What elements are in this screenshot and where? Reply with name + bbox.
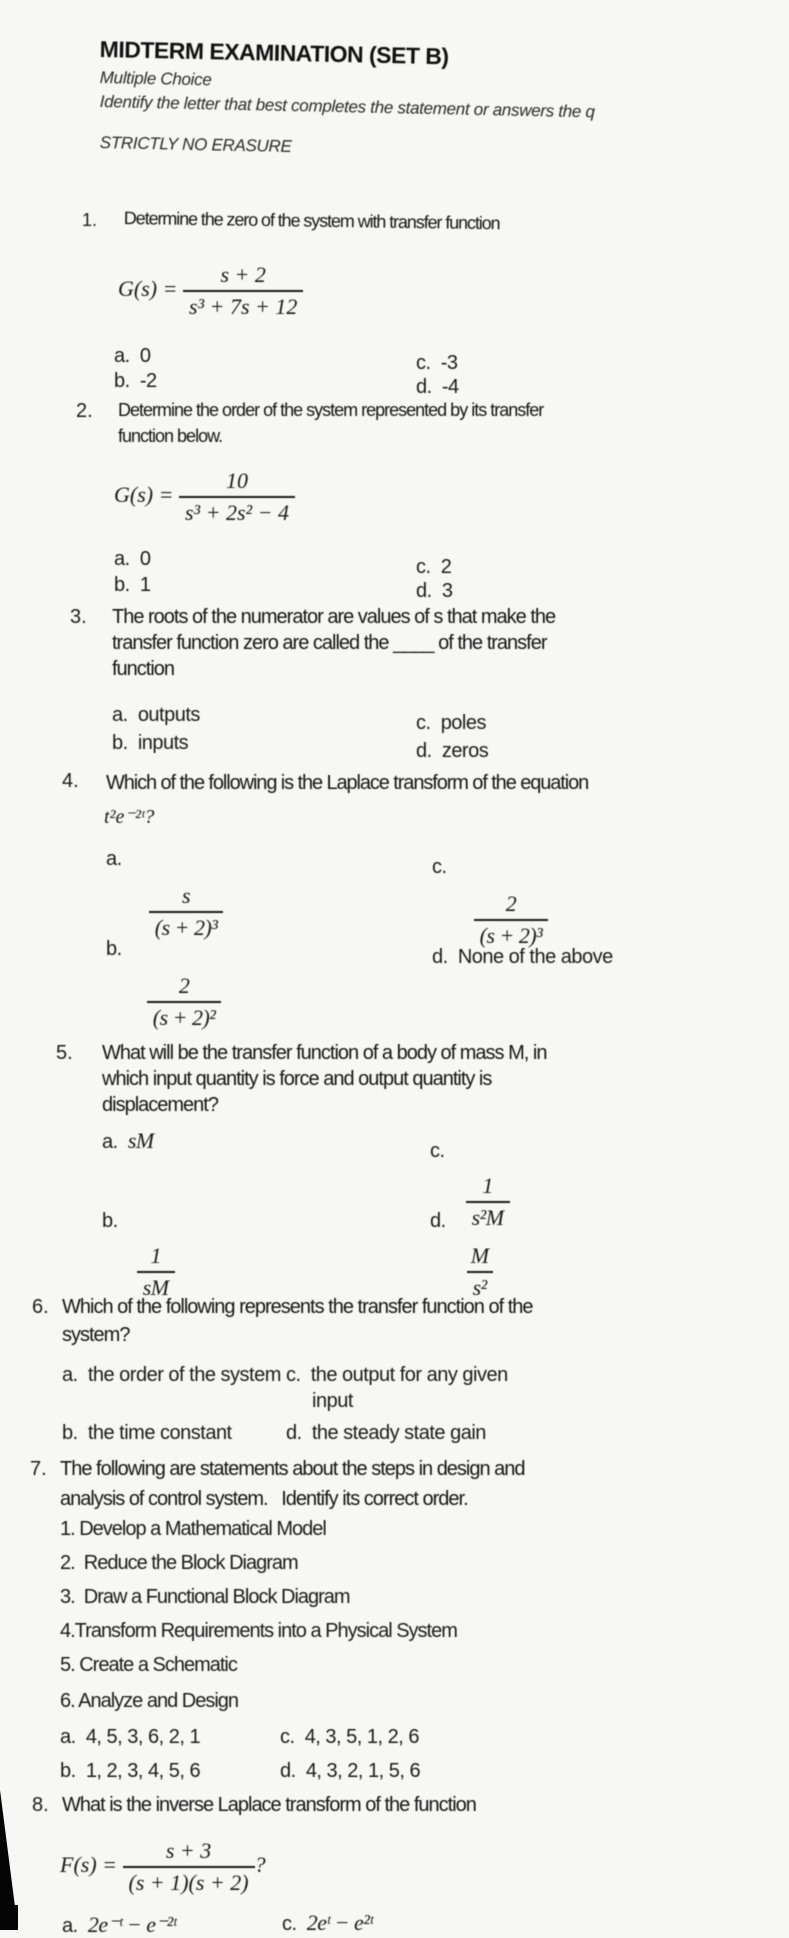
question-6-text-line-2: system? bbox=[62, 1324, 130, 1346]
q8-option-c[interactable] bbox=[282, 1910, 373, 1936]
option-text: 0 bbox=[139, 548, 151, 570]
question-2-text-line-1: Determine the order of the system represented by its transfer bbox=[118, 400, 544, 420]
exam-title: MIDTERM EXAMINATION (SET B) bbox=[99, 36, 449, 70]
option-text: inputs bbox=[137, 732, 189, 754]
equation-numerator: s + 2 bbox=[220, 262, 266, 287]
option-label: a. bbox=[114, 345, 130, 367]
option-text: the order of the system bbox=[87, 1364, 281, 1386]
option-text: 4, 3, 5, 1, 2, 6 bbox=[304, 1726, 419, 1748]
question-8-text: What is the inverse Laplace transform of the function bbox=[62, 1794, 476, 1816]
option-text: outputs bbox=[137, 704, 200, 726]
question-4-number: 4. bbox=[62, 770, 79, 792]
option-label: a. bbox=[102, 1131, 118, 1153]
photo-dark-edge-bottom bbox=[0, 1905, 18, 1928]
equation-lhs: G(s) = bbox=[118, 276, 178, 302]
q7-step-3: 3. Draw a Functional Block Diagram bbox=[60, 1586, 350, 1608]
option-label: a. bbox=[62, 1915, 78, 1937]
q7-option-d[interactable] bbox=[280, 1760, 420, 1783]
equation-numerator: 10 bbox=[225, 468, 248, 493]
q7-step-4: 4.Transform Requirements into a Physical System bbox=[60, 1620, 457, 1642]
option-text: the time constant bbox=[87, 1422, 232, 1444]
option-text: 1 bbox=[139, 574, 151, 596]
q2-option-b[interactable] bbox=[114, 574, 150, 597]
option-label: c. bbox=[416, 556, 431, 578]
option-numerator: s bbox=[182, 883, 191, 908]
question-3-number: 3. bbox=[70, 606, 87, 628]
question-1-number: 1. bbox=[82, 210, 98, 230]
question-6-number: 6. bbox=[32, 1296, 49, 1318]
question-3-text-line-3: function bbox=[112, 658, 175, 680]
option-label: c. bbox=[432, 856, 447, 878]
q3-option-d[interactable] bbox=[416, 740, 488, 763]
option-text: zeros bbox=[441, 740, 489, 762]
equation-suffix: ? bbox=[254, 1852, 266, 1878]
q1-option-a[interactable] bbox=[114, 345, 150, 368]
option-label: b. bbox=[102, 1210, 118, 1232]
option-label: c. bbox=[430, 1140, 445, 1162]
equation-lhs: G(s) = bbox=[114, 482, 174, 508]
exam-warning: STRICTLY NO ERASURE bbox=[99, 133, 292, 157]
q1-option-d[interactable] bbox=[416, 376, 459, 399]
question-7-text-line-1: The following are statements about the steps in design and bbox=[60, 1458, 525, 1480]
question-5-text-line-3: displacement? bbox=[102, 1094, 218, 1116]
option-label: b. bbox=[114, 370, 130, 392]
q6-option-c[interactable] bbox=[286, 1364, 508, 1387]
option-text: poles bbox=[440, 712, 486, 734]
option-label: d. bbox=[286, 1422, 302, 1444]
q2-option-a[interactable] bbox=[114, 548, 150, 571]
q6-option-a[interactable] bbox=[62, 1364, 281, 1387]
option-label: d. bbox=[432, 946, 448, 968]
q7-step-2: 2. Reduce the Block Diagram bbox=[60, 1552, 298, 1574]
option-label: a. bbox=[114, 548, 130, 570]
question-2-number: 2. bbox=[76, 400, 93, 422]
question-3-text-line-2: transfer function zero are called the ____ of the transfer bbox=[112, 632, 547, 654]
option-numerator: M bbox=[470, 1243, 489, 1268]
option-text: 0 bbox=[139, 345, 151, 367]
exam-subtitle: Multiple Choice bbox=[99, 68, 212, 90]
option-label: c. bbox=[416, 352, 431, 374]
option-denominator: s² bbox=[467, 1271, 493, 1301]
q5-option-d[interactable] bbox=[430, 1210, 495, 1301]
q6-option-d[interactable] bbox=[286, 1422, 486, 1445]
option-text: 4, 3, 2, 1, 5, 6 bbox=[305, 1760, 421, 1782]
option-label: a. bbox=[62, 1364, 78, 1386]
q3-option-a[interactable] bbox=[112, 704, 200, 727]
q4-option-a[interactable] bbox=[106, 848, 223, 941]
option-label: b. bbox=[114, 574, 130, 596]
question-2-text-line-2: function below. bbox=[118, 426, 223, 446]
option-text: 1, 2, 3, 4, 5, 6 bbox=[85, 1760, 201, 1782]
option-label: b. bbox=[106, 938, 122, 960]
option-denominator: (s + 2)² bbox=[147, 1001, 222, 1031]
q6-option-b[interactable] bbox=[62, 1422, 232, 1445]
q1-option-c[interactable] bbox=[416, 352, 457, 375]
option-label: b. bbox=[62, 1422, 78, 1444]
option-label: a. bbox=[112, 704, 128, 726]
q1-option-b[interactable] bbox=[114, 370, 157, 393]
question-6-text-line-1: Which of the following represents the transfer function of the bbox=[62, 1296, 533, 1318]
q8-option-a[interactable] bbox=[62, 1912, 176, 1938]
option-text: the steady state gain bbox=[311, 1422, 486, 1444]
q7-step-5: 5. Create a Schematic bbox=[60, 1654, 237, 1676]
option-denominator: sM bbox=[137, 1271, 175, 1301]
q3-option-b[interactable] bbox=[112, 732, 188, 755]
option-label: d. bbox=[416, 580, 432, 602]
q4-option-d[interactable] bbox=[432, 946, 613, 969]
option-text: -3 bbox=[440, 352, 458, 374]
q3-option-c[interactable] bbox=[416, 712, 486, 735]
question-4-text-line-2: t²e⁻²ᵗ? bbox=[104, 806, 155, 828]
q5-option-a[interactable] bbox=[102, 1128, 154, 1154]
option-denominator: s²M bbox=[466, 1201, 510, 1231]
question-4-text-line-1: Which of the following is the Laplace transform of the equation bbox=[106, 772, 589, 794]
option-label: b. bbox=[60, 1760, 76, 1782]
option-text: 4, 5, 3, 6, 2, 1 bbox=[85, 1726, 201, 1748]
option-text: -2 bbox=[139, 370, 157, 392]
q7-option-a[interactable] bbox=[60, 1726, 200, 1749]
option-denominator: (s + 2)³ bbox=[149, 911, 224, 941]
option-label: d. bbox=[280, 1760, 296, 1782]
q6-option-c-line-2: input bbox=[312, 1390, 353, 1412]
option-label: d. bbox=[416, 376, 432, 398]
option-text: 2e⁻ᵗ − e⁻²ᵗ bbox=[87, 1912, 176, 1937]
option-numerator: 1 bbox=[150, 1243, 161, 1268]
question-5-number: 5. bbox=[56, 1042, 73, 1064]
q7-option-b[interactable] bbox=[60, 1760, 200, 1783]
question-8-number: 8. bbox=[32, 1794, 49, 1816]
option-text: 2eᵗ − e²ᵗ bbox=[306, 1910, 373, 1935]
q2-option-d[interactable] bbox=[416, 580, 452, 603]
question-7-number: 7. bbox=[30, 1458, 47, 1480]
equation-numerator: s + 3 bbox=[165, 1838, 212, 1863]
q2-option-c[interactable] bbox=[416, 556, 451, 579]
q7-step-1: 1. Develop a Mathematical Model bbox=[60, 1518, 326, 1540]
option-label: c. bbox=[280, 1726, 295, 1748]
q4-option-c[interactable] bbox=[432, 856, 548, 949]
option-numerator: 1 bbox=[482, 1173, 493, 1198]
option-numerator: 2 bbox=[178, 973, 190, 998]
question-1-text: Determine the zero of the system with transfer function bbox=[123, 208, 500, 234]
option-text: -4 bbox=[441, 376, 459, 398]
option-label: d. bbox=[416, 740, 432, 762]
option-label: c. bbox=[282, 1913, 297, 1935]
option-label: c. bbox=[416, 712, 431, 734]
q4-option-b[interactable] bbox=[106, 938, 221, 1031]
question-7-text-line-2: analysis of control system. Identify its correct order. bbox=[60, 1488, 468, 1510]
question-2-equation bbox=[114, 468, 295, 526]
option-numerator: 2 bbox=[505, 891, 517, 916]
option-text: None of the above bbox=[457, 946, 613, 968]
option-text: sM bbox=[127, 1128, 154, 1153]
option-label: c. bbox=[286, 1364, 301, 1386]
exam-instruction: Identify the letter that best completes the statement or answers the q bbox=[99, 92, 595, 122]
question-3-text-line-1: The roots of the numerator are values of s that make the bbox=[112, 606, 556, 628]
option-label: b. bbox=[112, 732, 128, 754]
option-denominator: (s + 2)³ bbox=[474, 919, 549, 949]
option-text: the output for any given bbox=[310, 1364, 508, 1386]
option-text: 3 bbox=[441, 580, 453, 602]
option-label: a. bbox=[60, 1726, 76, 1748]
question-1-equation bbox=[118, 262, 303, 320]
question-5-text-line-2: which input quantity is force and output quantity is bbox=[102, 1068, 492, 1090]
equation-denominator: (s + 1)(s + 2) bbox=[123, 1866, 255, 1896]
q5-option-b[interactable] bbox=[102, 1210, 175, 1301]
option-label: a. bbox=[106, 848, 122, 870]
question-5-text-line-1: What will be the transfer function of a body of mass M, in bbox=[102, 1042, 547, 1064]
question-8-equation bbox=[60, 1838, 266, 1896]
q7-option-c[interactable] bbox=[280, 1726, 419, 1749]
option-label: d. bbox=[430, 1210, 446, 1232]
equation-denominator: s³ + 2s² − 4 bbox=[179, 496, 295, 526]
equation-denominator: s³ + 7s + 12 bbox=[183, 290, 303, 320]
q7-step-6: 6. Analyze and Design bbox=[60, 1690, 239, 1712]
option-text: 2 bbox=[440, 556, 452, 578]
equation-lhs: F(s) = bbox=[60, 1852, 117, 1878]
